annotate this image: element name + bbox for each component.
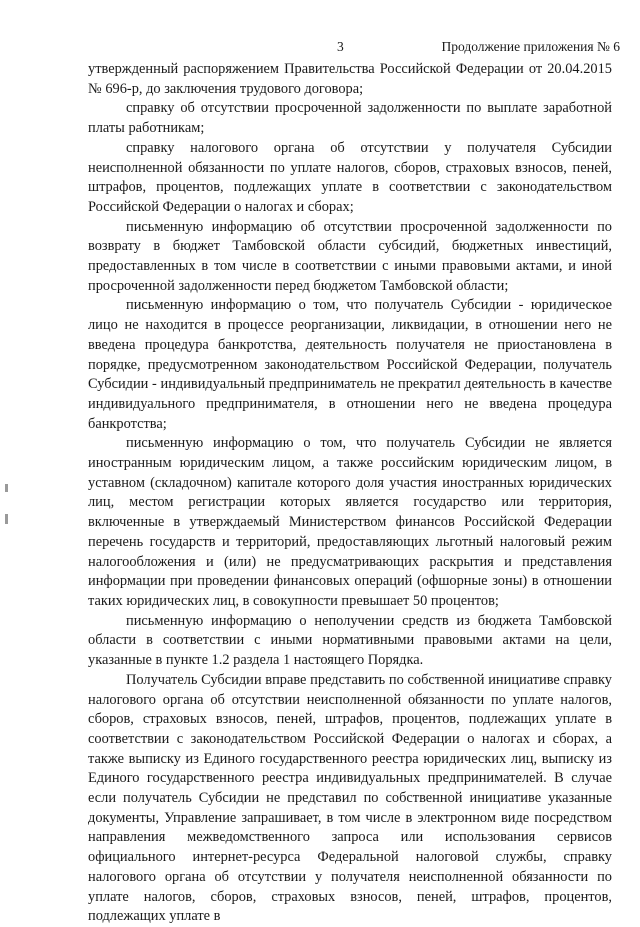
paragraph-reorganization-info: письменную информацию о том, что получатель Субсидии - юридическое лицо не находится в процессе реорганизации, ликвидации, в отношении него не введена процедура банкротства, деятельность получателя не приостановлена в порядке, предусмотренном законодательством Российской Федерации, получатель Субсидии - индивидуальный предприниматель не прекратил деятельность в качестве индивидуального предпринимателя, в отношении него не введена процедура банкротства;	[88, 297, 612, 432]
appendix-continuation-label: Продолжение приложения № 6	[441, 39, 620, 54]
paragraph-foreign-entity-info: письменную информацию о том, что получатель Субсидии не является иностранным юридическим лицом, а также российским юридическим лицом, в уставном (складочном) капитале которого доля участия иностранных юридических лиц, местом регистрации которых является государство или территория, включенные в утверждаемый Министерством финансов Российской Федерации перечень государств и территорий, предоставляющих льготный налоговый режим налогообложения и (или) не предусматривающих раскрытия и представления информации при проведении финансовых операций (офшорные зоны) в отношении таких юридических лиц, в совокупности превышает 50 процентов;	[88, 435, 612, 609]
paragraph-tax-certificate: справку налогового органа об отсутствии у получателя Субсидии неисполненной обязанности по уплате налогов, сборов, страховых взносов, пеней, штрафов, процентов, подлежащих уплате в соответствии с законодательством Российской Федерации о налогах и сборах;	[88, 139, 612, 215]
paragraph-non-receipt-info: письменную информацию о неполучении средств из бюджета Тамбовской области в соответствии с иными нормативными правовыми актами на цели, указанные в пункте 1.2 раздела 1 настоящего Порядка.	[88, 612, 612, 669]
page-number: 3	[337, 39, 344, 54]
scan-margin-mark	[5, 514, 8, 524]
paragraph-budget-debt-info: письменную информацию об отсутствии просроченной задолженности по возврату в бюджет Тамбовской области субсидий, бюджетных инвестиций, предоставленных в том числе в соответствии с иными правовыми актами, и иной просроченной задолженности перед бюджетом Тамбовской области;	[88, 218, 612, 294]
page-header	[0, 39, 640, 59]
paragraph-optional-documents: Получатель Субсидии вправе представить по собственной инициативе справку налогового органа об отсутствии неисполненной обязанности по уплате налогов, сборов, страховых взносов, пеней, штрафов, процентов, подлежащих уплате в соответствии с законодательством Российской Федерации о налогах и сборах, а также выписку из Единого государственного реестра юридических лиц, выписку из Единого государственного реестра индивидуальных предпринимателей. В случае если получатель Субсидии не представил по собственной инициативе указанные документы, Управление запрашивает, в том числе в электронном виде посредством направления межведомственного запроса или использования сервисов официального интернет-ресурса Федеральной налоговой службы, справку налогового органа об отсутствии у получателя неисполненной обязанности по уплате налогов, сборов, страховых взносов, пеней, штрафов, процентов, подлежащих уплате в	[88, 671, 612, 925]
paragraph-continuation: утвержденный распоряжением Правительства Российской Федерации от 20.04.2015 № 696-р, до заключения трудового договора;	[88, 61, 612, 97]
paragraph-salary-arrears-certificate: справку об отсутствии просроченной задолженности по выплате заработной платы работникам;	[88, 100, 612, 137]
document-body	[88, 60, 612, 927]
scan-margin-mark	[5, 484, 8, 492]
